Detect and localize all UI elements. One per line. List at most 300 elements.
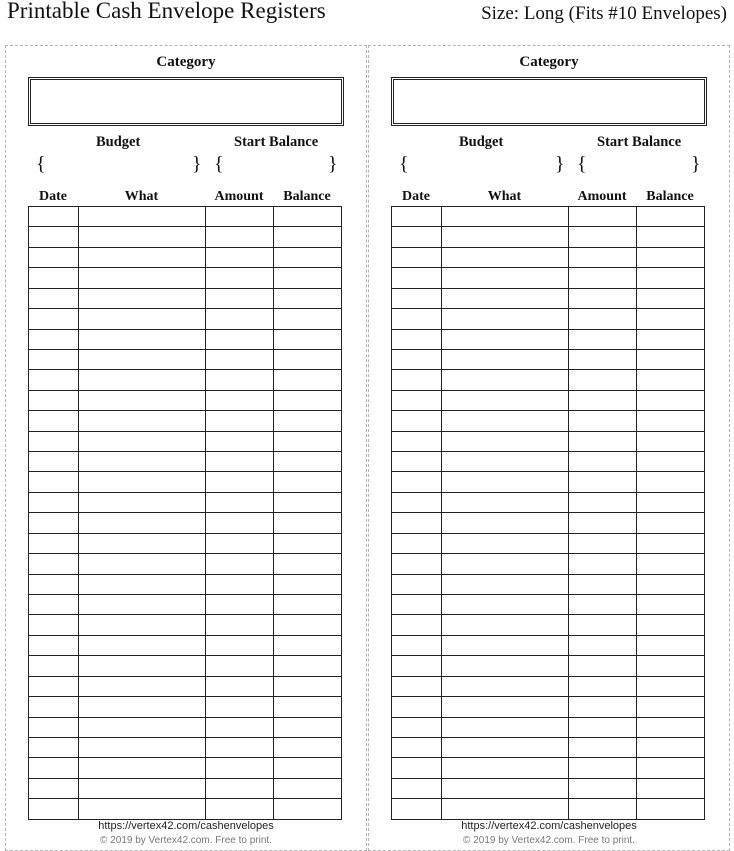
what-cell[interactable] (79, 492, 206, 512)
what-cell[interactable] (442, 778, 569, 798)
table-row (392, 349, 705, 369)
date-cell[interactable] (29, 390, 79, 410)
balance-cell[interactable] (274, 431, 342, 451)
budget-brace-close: } (555, 153, 565, 175)
balance-cell[interactable] (274, 349, 342, 369)
date-cell[interactable] (29, 697, 79, 717)
date-cell[interactable] (392, 595, 442, 615)
what-cell[interactable] (442, 390, 569, 410)
date-cell[interactable] (29, 268, 79, 288)
what-cell[interactable] (79, 799, 206, 820)
date-cell[interactable] (392, 472, 442, 492)
what-cell[interactable] (442, 452, 569, 472)
amount-cell[interactable] (569, 349, 637, 369)
date-cell[interactable] (392, 207, 442, 227)
what-cell[interactable] (442, 309, 569, 329)
what-cell[interactable] (79, 737, 206, 757)
amount-cell[interactable] (569, 431, 637, 451)
start-balance-label: Start Balance (234, 134, 319, 150)
date-cell[interactable] (392, 533, 442, 553)
balance-cell[interactable] (637, 635, 705, 655)
date-cell[interactable] (29, 227, 79, 247)
table-row (392, 288, 705, 308)
balance-cell[interactable] (274, 411, 342, 431)
amount-cell[interactable] (206, 472, 274, 492)
what-cell[interactable] (79, 247, 206, 267)
what-cell[interactable] (79, 309, 206, 329)
amount-cell[interactable] (206, 717, 274, 737)
what-cell[interactable] (442, 513, 569, 533)
table-row (29, 778, 342, 798)
amount-cell[interactable] (206, 676, 274, 696)
amount-cell[interactable] (569, 207, 637, 227)
balance-cell[interactable] (274, 492, 342, 512)
table-row (29, 349, 342, 369)
balance-cell[interactable] (274, 390, 342, 410)
amount-cell[interactable] (206, 615, 274, 635)
amount-cell[interactable] (569, 370, 637, 390)
what-cell[interactable] (79, 758, 206, 778)
date-cell[interactable] (29, 717, 79, 737)
what-cell[interactable] (442, 676, 569, 696)
table-row (392, 799, 705, 820)
amount-cell[interactable] (569, 492, 637, 512)
balance-cell[interactable] (274, 595, 342, 615)
balance-cell[interactable] (637, 697, 705, 717)
balance-cell[interactable] (274, 799, 342, 820)
balance-cell[interactable] (637, 309, 705, 329)
budget-label: Budget (459, 134, 504, 150)
what-cell[interactable] (442, 574, 569, 594)
table-row (29, 554, 342, 574)
register-table (28, 206, 342, 820)
amount-cell[interactable] (206, 799, 274, 820)
balance-cell[interactable] (637, 574, 705, 594)
budget-brace-open: { (399, 153, 409, 175)
date-cell[interactable] (29, 533, 79, 553)
category-input-box[interactable] (28, 77, 344, 126)
what-cell[interactable] (79, 574, 206, 594)
balance-cell[interactable] (637, 472, 705, 492)
balance-cell[interactable] (637, 390, 705, 410)
date-cell[interactable] (392, 737, 442, 757)
column-header-date: Date (39, 189, 67, 204)
table-row (29, 370, 342, 390)
amount-cell[interactable] (206, 737, 274, 757)
date-cell[interactable] (392, 492, 442, 512)
what-cell[interactable] (79, 676, 206, 696)
start-balance-brace-open: { (214, 153, 224, 175)
table-row (392, 492, 705, 512)
what-cell[interactable] (442, 717, 569, 737)
table-row (392, 452, 705, 472)
category-label: Category (519, 54, 579, 70)
balance-cell[interactable] (274, 656, 342, 676)
balance-cell[interactable] (637, 349, 705, 369)
what-cell[interactable] (79, 411, 206, 431)
amount-cell[interactable] (206, 411, 274, 431)
what-cell[interactable] (442, 697, 569, 717)
balance-cell[interactable] (274, 554, 342, 574)
amount-cell[interactable] (206, 513, 274, 533)
amount-cell[interactable] (569, 390, 637, 410)
amount-cell[interactable] (206, 635, 274, 655)
what-cell[interactable] (79, 717, 206, 737)
date-cell[interactable] (29, 574, 79, 594)
balance-cell[interactable] (274, 288, 342, 308)
what-cell[interactable] (442, 370, 569, 390)
what-cell[interactable] (79, 533, 206, 553)
amount-cell[interactable] (206, 778, 274, 798)
date-cell[interactable] (29, 554, 79, 574)
amount-cell[interactable] (569, 697, 637, 717)
amount-cell[interactable] (569, 513, 637, 533)
amount-cell[interactable] (206, 574, 274, 594)
what-cell[interactable] (442, 554, 569, 574)
table-row (29, 758, 342, 778)
balance-cell[interactable] (274, 615, 342, 635)
date-cell[interactable] (29, 635, 79, 655)
balance-cell[interactable] (637, 717, 705, 737)
table-row (392, 431, 705, 451)
what-cell[interactable] (442, 227, 569, 247)
envelope-size-note: Size: Long (Fits #10 Envelopes) (481, 3, 727, 24)
what-cell[interactable] (79, 227, 206, 247)
what-cell[interactable] (442, 268, 569, 288)
balance-cell[interactable] (637, 758, 705, 778)
date-cell[interactable] (29, 615, 79, 635)
amount-cell[interactable] (569, 268, 637, 288)
column-header-what: What (487, 189, 522, 204)
balance-cell[interactable] (637, 268, 705, 288)
date-cell[interactable] (29, 431, 79, 451)
date-cell[interactable] (392, 758, 442, 778)
date-cell[interactable] (392, 370, 442, 390)
table-row (29, 268, 342, 288)
date-cell[interactable] (29, 309, 79, 329)
date-cell[interactable] (29, 595, 79, 615)
date-cell[interactable] (29, 656, 79, 676)
date-cell[interactable] (392, 431, 442, 451)
date-cell[interactable] (392, 799, 442, 820)
amount-cell[interactable] (206, 452, 274, 472)
what-cell[interactable] (442, 247, 569, 267)
date-cell[interactable] (392, 554, 442, 574)
balance-cell[interactable] (274, 676, 342, 696)
date-cell[interactable] (29, 370, 79, 390)
date-cell[interactable] (29, 349, 79, 369)
balance-cell[interactable] (274, 370, 342, 390)
balance-cell[interactable] (274, 227, 342, 247)
date-cell[interactable] (29, 778, 79, 798)
amount-cell[interactable] (569, 635, 637, 655)
date-cell[interactable] (392, 513, 442, 533)
what-cell[interactable] (442, 349, 569, 369)
amount-cell[interactable] (569, 533, 637, 553)
date-cell[interactable] (392, 778, 442, 798)
amount-cell[interactable] (569, 676, 637, 696)
register-right (368, 45, 730, 851)
what-cell[interactable] (442, 492, 569, 512)
what-cell[interactable] (442, 431, 569, 451)
balance-cell[interactable] (274, 247, 342, 267)
balance-cell[interactable] (637, 615, 705, 635)
date-cell[interactable] (29, 799, 79, 820)
what-cell[interactable] (442, 799, 569, 820)
balance-cell[interactable] (274, 472, 342, 492)
what-cell[interactable] (79, 472, 206, 492)
amount-cell[interactable] (206, 656, 274, 676)
category-label: Category (156, 54, 216, 70)
date-cell[interactable] (392, 697, 442, 717)
amount-cell[interactable] (206, 554, 274, 574)
amount-cell[interactable] (206, 207, 274, 227)
amount-cell[interactable] (569, 799, 637, 820)
amount-cell[interactable] (206, 349, 274, 369)
date-cell[interactable] (392, 574, 442, 594)
table-row (29, 595, 342, 615)
amount-cell[interactable] (569, 615, 637, 635)
what-cell[interactable] (79, 697, 206, 717)
balance-cell[interactable] (274, 309, 342, 329)
date-cell[interactable] (29, 758, 79, 778)
column-header-balance: Balance (283, 189, 331, 204)
balance-cell[interactable] (274, 268, 342, 288)
amount-cell[interactable] (206, 758, 274, 778)
date-cell[interactable] (392, 615, 442, 635)
what-cell[interactable] (442, 288, 569, 308)
date-cell[interactable] (29, 207, 79, 227)
table-row (29, 799, 342, 820)
date-cell[interactable] (29, 513, 79, 533)
table-row (29, 492, 342, 512)
balance-cell[interactable] (637, 595, 705, 615)
date-cell[interactable] (29, 492, 79, 512)
date-cell[interactable] (392, 268, 442, 288)
amount-cell[interactable] (206, 247, 274, 267)
balance-cell[interactable] (274, 574, 342, 594)
table-row (29, 656, 342, 676)
what-cell[interactable] (79, 349, 206, 369)
balance-cell[interactable] (274, 329, 342, 349)
table-row (392, 207, 705, 227)
column-header-what: What (124, 189, 159, 204)
balance-cell[interactable] (637, 513, 705, 533)
date-cell[interactable] (392, 288, 442, 308)
date-cell[interactable] (392, 329, 442, 349)
amount-cell[interactable] (206, 370, 274, 390)
table-row (29, 309, 342, 329)
amount-cell[interactable] (569, 472, 637, 492)
document-title: Printable Cash Envelope Registers (7, 0, 326, 23)
what-cell[interactable] (442, 472, 569, 492)
footer-url[interactable]: https://vertex42.com/cashenvelopes (98, 820, 274, 832)
balance-cell[interactable] (637, 431, 705, 451)
date-cell[interactable] (29, 288, 79, 308)
balance-cell[interactable] (637, 452, 705, 472)
balance-cell[interactable] (637, 227, 705, 247)
amount-cell[interactable] (569, 452, 637, 472)
amount-cell[interactable] (569, 247, 637, 267)
date-cell[interactable] (29, 329, 79, 349)
balance-cell[interactable] (637, 288, 705, 308)
table-row (392, 411, 705, 431)
amount-cell[interactable] (206, 329, 274, 349)
date-cell[interactable] (392, 309, 442, 329)
what-cell[interactable] (442, 533, 569, 553)
balance-cell[interactable] (637, 778, 705, 798)
date-cell[interactable] (392, 452, 442, 472)
amount-cell[interactable] (206, 595, 274, 615)
date-cell[interactable] (29, 472, 79, 492)
table-row (29, 697, 342, 717)
balance-cell[interactable] (274, 635, 342, 655)
balance-cell[interactable] (274, 737, 342, 757)
start-balance-label: Start Balance (597, 134, 682, 150)
amount-cell[interactable] (206, 492, 274, 512)
balance-cell[interactable] (274, 207, 342, 227)
balance-cell[interactable] (274, 778, 342, 798)
table-row (392, 595, 705, 615)
balance-cell[interactable] (274, 758, 342, 778)
what-cell[interactable] (79, 268, 206, 288)
balance-cell[interactable] (274, 452, 342, 472)
table-row (29, 472, 342, 492)
balance-cell[interactable] (637, 492, 705, 512)
amount-cell[interactable] (569, 574, 637, 594)
balance-cell[interactable] (637, 411, 705, 431)
what-cell[interactable] (79, 288, 206, 308)
amount-cell[interactable] (206, 288, 274, 308)
what-cell[interactable] (442, 595, 569, 615)
balance-cell[interactable] (637, 799, 705, 820)
what-cell[interactable] (442, 758, 569, 778)
amount-cell[interactable] (206, 227, 274, 247)
amount-cell[interactable] (569, 227, 637, 247)
table-row (392, 268, 705, 288)
what-cell[interactable] (442, 329, 569, 349)
column-header-amount: Amount (577, 189, 627, 204)
table-row (29, 635, 342, 655)
amount-cell[interactable] (569, 309, 637, 329)
date-cell[interactable] (29, 247, 79, 267)
footer-copyright: © 2019 by Vertex42.com. Free to print. (463, 835, 635, 846)
balance-cell[interactable] (274, 717, 342, 737)
amount-cell[interactable] (569, 656, 637, 676)
balance-cell[interactable] (637, 554, 705, 574)
table-row (392, 390, 705, 410)
date-cell[interactable] (392, 247, 442, 267)
what-cell[interactable] (442, 635, 569, 655)
balance-cell[interactable] (637, 207, 705, 227)
date-cell[interactable] (29, 676, 79, 696)
amount-cell[interactable] (569, 778, 637, 798)
what-cell[interactable] (442, 615, 569, 635)
amount-cell[interactable] (206, 390, 274, 410)
date-cell[interactable] (392, 676, 442, 696)
budget-brace-close: } (192, 153, 202, 175)
date-cell[interactable] (392, 635, 442, 655)
what-cell[interactable] (79, 778, 206, 798)
table-row (29, 574, 342, 594)
what-cell[interactable] (79, 635, 206, 655)
amount-cell[interactable] (569, 554, 637, 574)
date-cell[interactable] (392, 411, 442, 431)
what-cell[interactable] (79, 207, 206, 227)
date-cell[interactable] (29, 411, 79, 431)
start-balance-brace-close: } (691, 153, 701, 175)
balance-cell[interactable] (637, 656, 705, 676)
table-row (392, 737, 705, 757)
table-row (29, 452, 342, 472)
category-input-box[interactable] (391, 77, 707, 126)
what-cell[interactable] (79, 656, 206, 676)
date-cell[interactable] (29, 452, 79, 472)
table-row (392, 635, 705, 655)
table-row (392, 247, 705, 267)
what-cell[interactable] (79, 615, 206, 635)
date-cell[interactable] (392, 656, 442, 676)
what-cell[interactable] (442, 737, 569, 757)
date-cell[interactable] (392, 390, 442, 410)
amount-cell[interactable] (206, 309, 274, 329)
balance-cell[interactable] (274, 697, 342, 717)
amount-cell[interactable] (206, 533, 274, 553)
amount-cell[interactable] (206, 697, 274, 717)
what-cell[interactable] (442, 411, 569, 431)
amount-cell[interactable] (569, 288, 637, 308)
balance-cell[interactable] (637, 247, 705, 267)
what-cell[interactable] (79, 513, 206, 533)
amount-cell[interactable] (569, 595, 637, 615)
balance-cell[interactable] (274, 533, 342, 553)
table-row (392, 615, 705, 635)
balance-cell[interactable] (637, 533, 705, 553)
amount-cell[interactable] (569, 717, 637, 737)
table-row (29, 227, 342, 247)
date-cell[interactable] (392, 349, 442, 369)
what-cell[interactable] (79, 370, 206, 390)
balance-cell[interactable] (637, 676, 705, 696)
what-cell[interactable] (442, 656, 569, 676)
amount-cell[interactable] (569, 737, 637, 757)
what-cell[interactable] (79, 329, 206, 349)
what-cell[interactable] (79, 452, 206, 472)
table-row (392, 533, 705, 553)
what-cell[interactable] (79, 554, 206, 574)
amount-cell[interactable] (569, 758, 637, 778)
what-cell[interactable] (79, 595, 206, 615)
balance-cell[interactable] (637, 370, 705, 390)
date-cell[interactable] (392, 227, 442, 247)
amount-cell[interactable] (569, 411, 637, 431)
balance-cell[interactable] (274, 513, 342, 533)
amount-cell[interactable] (206, 431, 274, 451)
what-cell[interactable] (442, 207, 569, 227)
footer-url[interactable]: https://vertex42.com/cashenvelopes (461, 820, 637, 832)
table-row (29, 737, 342, 757)
what-cell[interactable] (79, 431, 206, 451)
table-row (29, 329, 342, 349)
table-row (392, 717, 705, 737)
what-cell[interactable] (79, 390, 206, 410)
amount-cell[interactable] (206, 268, 274, 288)
amount-cell[interactable] (569, 329, 637, 349)
date-cell[interactable] (392, 717, 442, 737)
balance-cell[interactable] (637, 329, 705, 349)
balance-cell[interactable] (637, 737, 705, 757)
date-cell[interactable] (29, 737, 79, 757)
